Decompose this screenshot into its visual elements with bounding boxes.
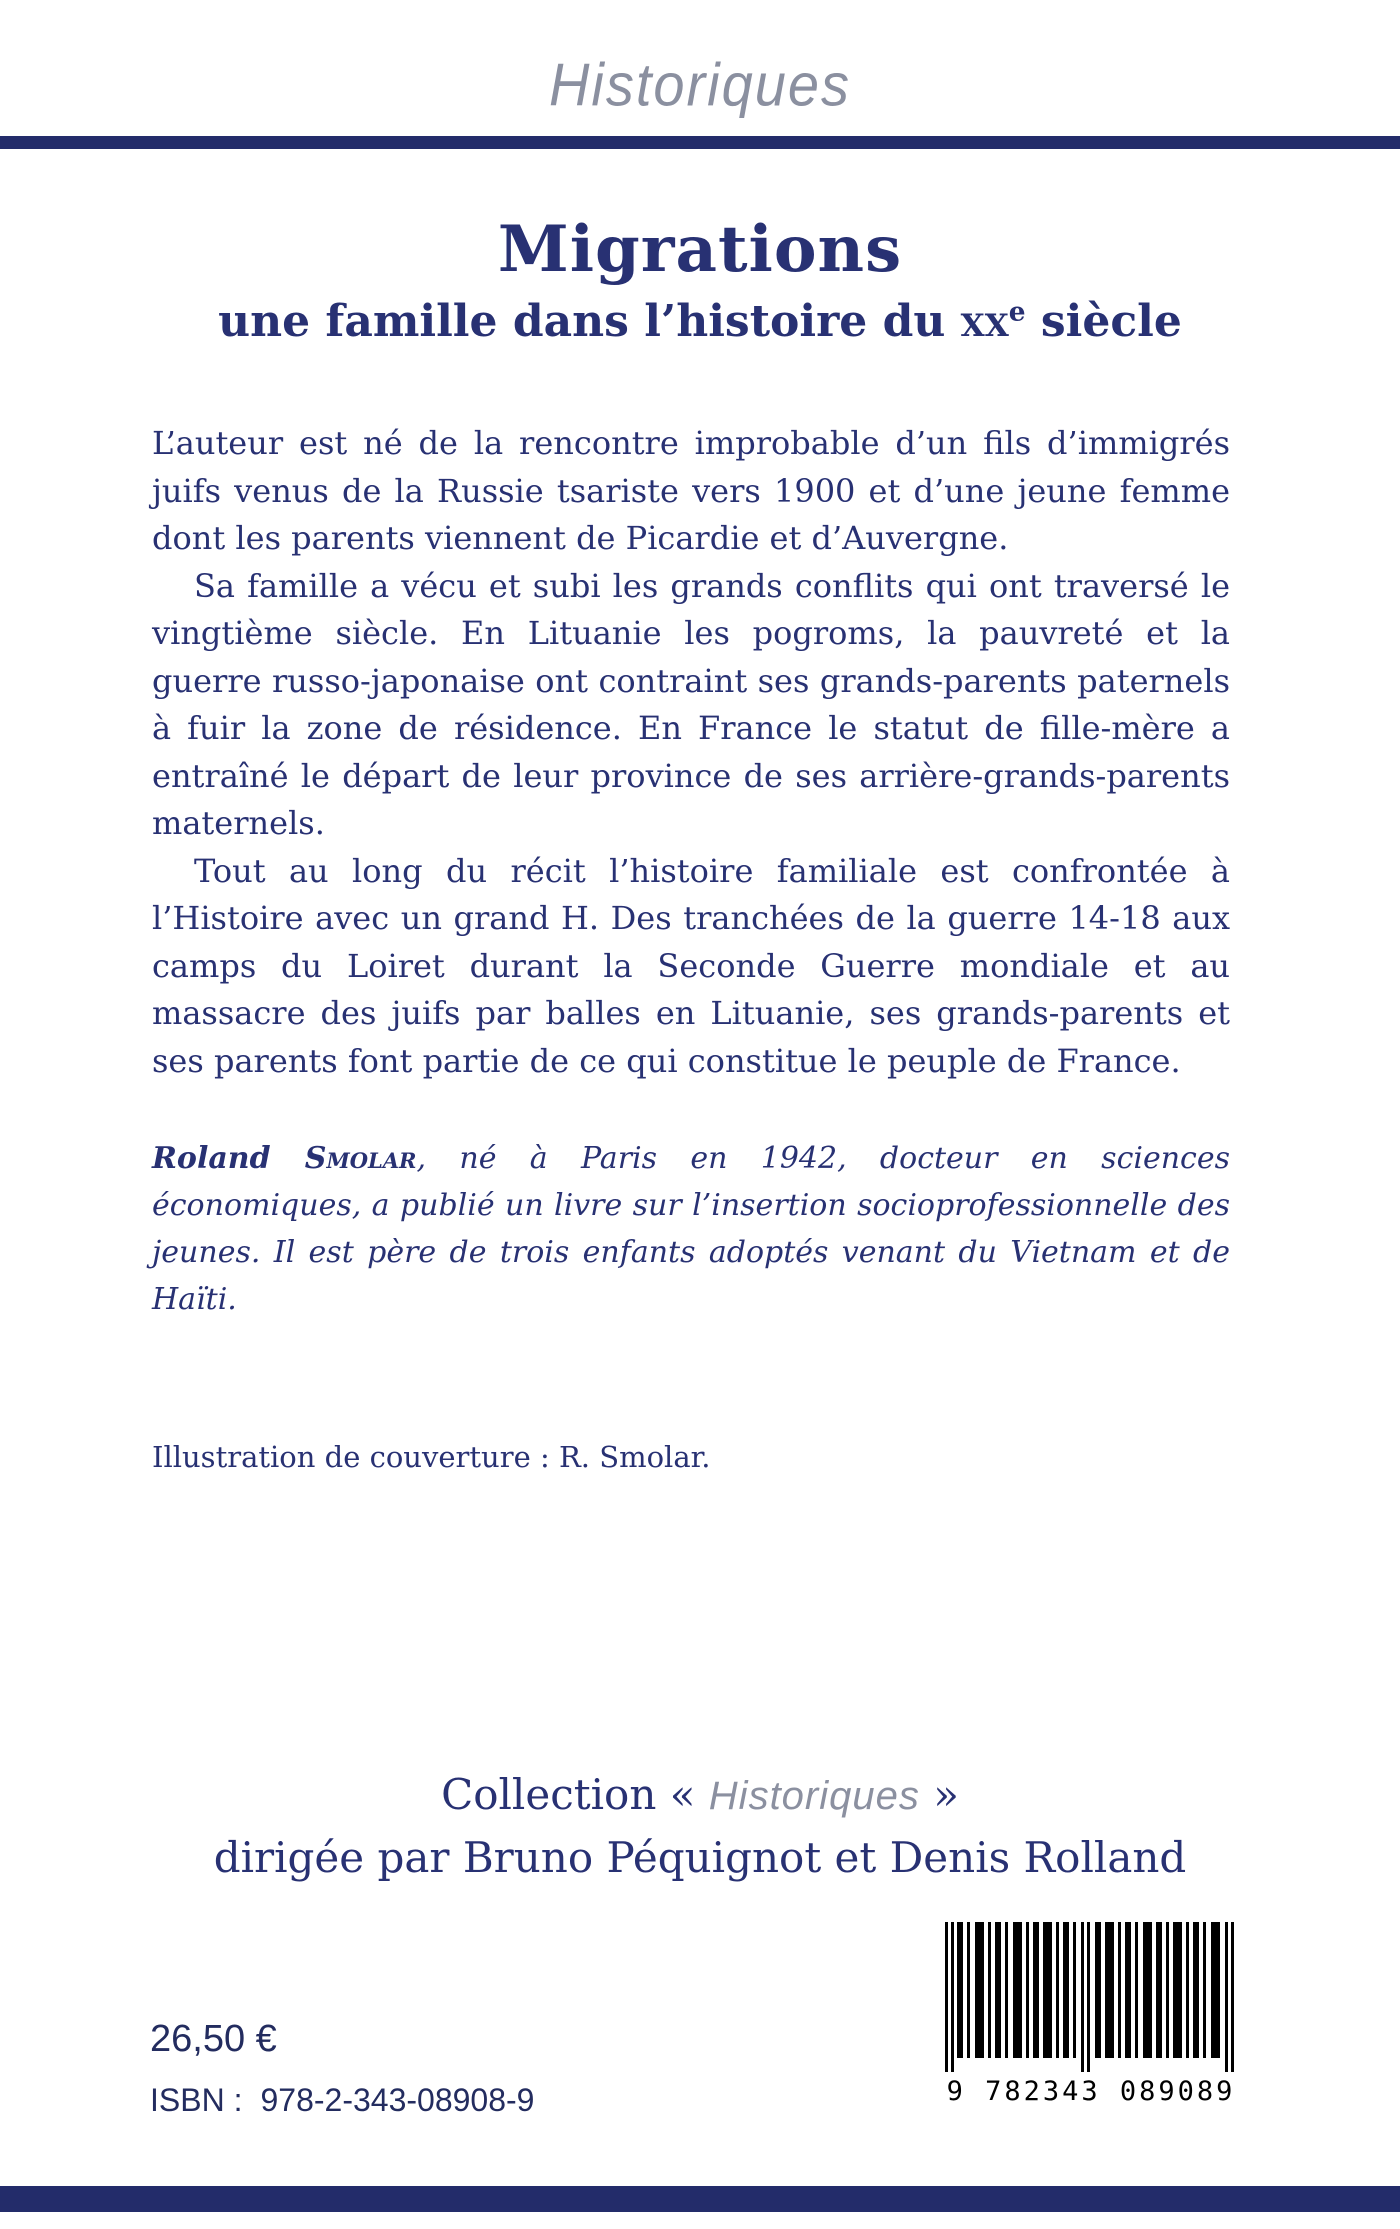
barcode-bars-icon — [945, 1922, 1237, 2072]
author-first-name: Roland — [152, 1141, 305, 1176]
synopsis-paragraph-2: Sa famille a vécu et subi les grands conflits qui ont traversé le vingtième siècle. En Lituanie les pogroms, la pauvreté et la guerre russo-japonaise ont contraint ses grands-parents paternels à fuir la zone de résidence. En France le statut de fille-mère a entraîné le départ de leur province de ses arrière-grands-parents maternels. — [152, 566, 1230, 842]
subtitle-text-pre: une famille dans l’histoire du — [218, 296, 961, 347]
isbn-line — [150, 2082, 534, 2119]
collection-suffix: » — [919, 1770, 959, 1819]
collection-line — [0, 1770, 1400, 1819]
top-rule — [0, 136, 1400, 149]
isbn-number: 978-2-343-08908-9 — [260, 2082, 535, 2118]
subtitle-century: xx — [960, 296, 1009, 347]
barcode-number: 9 782343 089089 — [946, 2076, 1236, 2107]
author-bio-text: , né à Paris en 1942, docteur en sciences économiques, a publié un livre sur l’insertion socioprofessionnelle des jeunes. Il est père de trois enfants adoptés venant du Vietnam et de Haïti. — [152, 1141, 1230, 1317]
author-last-name: Smolar — [304, 1141, 417, 1176]
collection-logo: Historiques — [548, 50, 852, 119]
illustration-credit: Illustration de couverture : R. Smolar. — [152, 1440, 711, 1474]
synopsis-paragraph-1: L’auteur est né de la rencontre improbable d’un fils d’immigrés juifs venus de la Russie tsariste vers 1900 et d’une jeune femme dont les parents viennent de Picardie et d’Auvergne. — [152, 424, 1230, 557]
collection-logo-inline: Historiques — [708, 1774, 920, 1818]
collection-block — [0, 1770, 1400, 1882]
subtitle-century-sup: e — [1008, 296, 1026, 328]
book-subtitle — [0, 296, 1400, 347]
synopsis — [152, 420, 1230, 1085]
bottom-rule — [0, 2186, 1400, 2212]
author-bio — [152, 1135, 1230, 1323]
book-title: Migrations — [497, 212, 903, 287]
collection-prefix: Collection « — [441, 1770, 709, 1819]
synopsis-paragraph-3: Tout au long du récit l’histoire familiale est confrontée à l’Histoire avec un grand H. Des tranchées de la guerre 14-18 aux camps du Loiret durant la Seconde Guerre mondiale et au massacre des juifs par balles en Lituanie, ses grands-parents et ses parents font partie de ce qui constitue le peuple de France. — [152, 851, 1230, 1080]
price: 26,50 € — [150, 2018, 277, 2060]
isbn-label: ISBN : — [150, 2082, 243, 2118]
subtitle-text-post: siècle — [1025, 296, 1182, 347]
barcode — [945, 1922, 1237, 2107]
collection-directors: dirigée par Bruno Péquignot et Denis Rolland — [213, 1833, 1187, 1882]
